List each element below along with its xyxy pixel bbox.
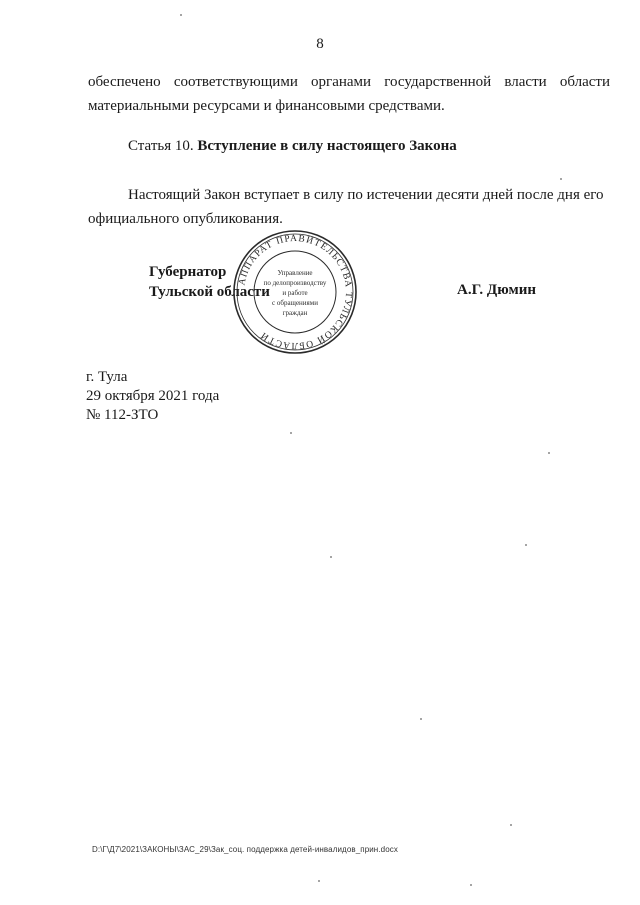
paragraph-continuation: [88, 70, 610, 118]
article-label: Статья 10.: [128, 138, 194, 154]
seal-center-line: по делопроизводству: [263, 279, 327, 287]
scan-speck: [525, 544, 527, 546]
article-heading: [128, 138, 457, 155]
paragraph-line: Настоящий Закон вступает в силу по истечении десяти дней после дня его: [128, 187, 604, 203]
seal-center-line: граждан: [282, 309, 308, 317]
seal-ring-text: АППАРАТ ПРАВИТЕЛЬСТВА ТУЛЬСКОЙ ОБЛАСТИ: [237, 233, 354, 351]
law-number: № 112-ЗТО: [86, 407, 159, 423]
scan-speck: [318, 880, 320, 882]
scan-speck: [420, 718, 422, 720]
scan-speck: [510, 824, 512, 826]
signatory-title-line: Тульской области: [149, 284, 270, 300]
scan-speck: [470, 884, 472, 886]
page-number: 8: [316, 36, 324, 52]
city: г. Тула: [86, 369, 128, 385]
paragraph-line: обеспечено соответствующими органами государственной власти области: [88, 74, 610, 90]
official-seal-stamp: [232, 229, 358, 355]
article-title: Вступление в силу настоящего Закона: [197, 138, 457, 154]
scan-speck: [180, 14, 182, 16]
paragraph-line: материальными ресурсами и финансовыми средствами.: [88, 98, 445, 114]
paragraph-entry-into-force: [88, 183, 610, 231]
law-date: 29 октября 2021 года: [86, 388, 220, 404]
signatory-name: А.Г. Дюмин: [457, 282, 537, 298]
signatory-title-line: Губернатор: [149, 264, 227, 280]
scan-speck: [330, 556, 332, 558]
seal-center-line: с обращениями: [272, 299, 318, 307]
scan-speck: [548, 452, 550, 454]
seal-center-line: Управление: [277, 269, 313, 277]
paragraph-line: официального опубликования.: [88, 211, 283, 227]
scan-speck: [560, 178, 562, 180]
file-path-footer: D:\Г\Д7\2021\ЗАКОНЫ\ЗАС_29\Зак_соц. поддержка детей-инвалидов_прин.docx: [92, 845, 398, 854]
place-and-date-block: [86, 368, 219, 425]
scan-speck: [290, 432, 292, 434]
seal-center-line: и работе: [282, 289, 308, 297]
